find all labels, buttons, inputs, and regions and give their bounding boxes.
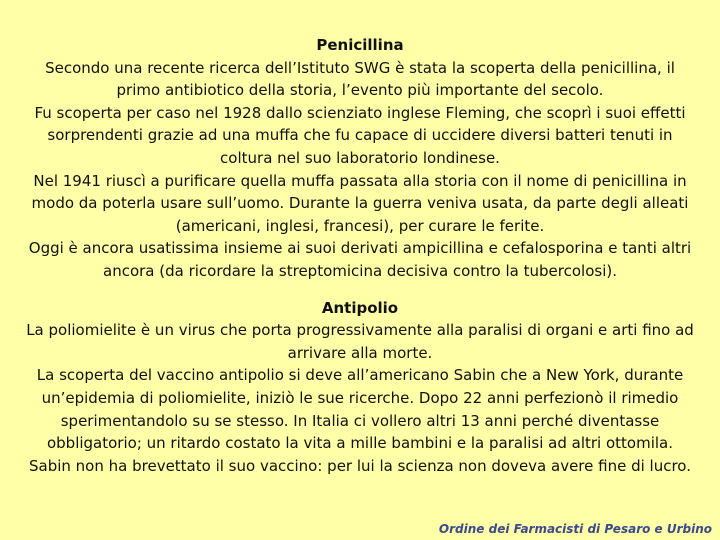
paragraph: Oggi è ancora usatissima insieme ai suoi derivati ampicillina e cefalosporina e tanti altri ancora (da ricordare la streptomicina decisiva contro la tubercolosi). (28, 239, 692, 280)
paragraph: Sabin non ha brevettato il suo vaccino: per lui la scienza non doveva avere fine di lucro. (29, 456, 691, 475)
antipolio-section (22, 297, 698, 478)
footer-credit: Ordine dei Farmacisti di Pesaro e Urbino (438, 522, 712, 536)
paragraph: Fu scoperta per caso nel 1928 dallo scienziato inglese Fleming, che scoprì i suoi effetti sorprendenti grazie ad una muffa che fu capace di uccidere diversi batteri tenuti in coltura nel suo laboratorio londinese. (34, 103, 686, 167)
section-title: Penicillina (316, 36, 404, 54)
slide-content (22, 34, 698, 477)
section-title: Antipolio (321, 298, 399, 317)
paragraph: Nel 1941 riuscì a purificare quella muffa passata alla storia con il nome di penicillina in modo da poterla usare sull’uomo. Durante la guerra veniva usata, da parte degli alleati (americani, inglesi, francesi), per curare le ferite. (31, 171, 689, 235)
paragraph: La scoperta del vaccino antipolio si deve all’americano Sabin che a New York, durante un’epidemia di poliomielite, iniziò le sue ricerche. Dopo 22 anni perfezionò il rimedio sperimentandolo su se stesso. In Italia ci vollero altri 13 anni perché diventasse obbligatorio; un ritardo costato la vita a mille bambini e la paralisi ad altri ottomila. (36, 366, 684, 453)
paragraph: La poliomielite è un virus che porta progressivamente alla paralisi di organi e arti fino ad arrivare alla morte. (26, 321, 694, 362)
paragraph: Secondo una recente ricerca dell’Istituto SWG è stata la scoperta della penicillina, il primo antibiotico della storia, l’evento più importante del secolo. (45, 58, 675, 100)
section-spacer (22, 283, 698, 297)
penicillina-section (22, 34, 698, 283)
